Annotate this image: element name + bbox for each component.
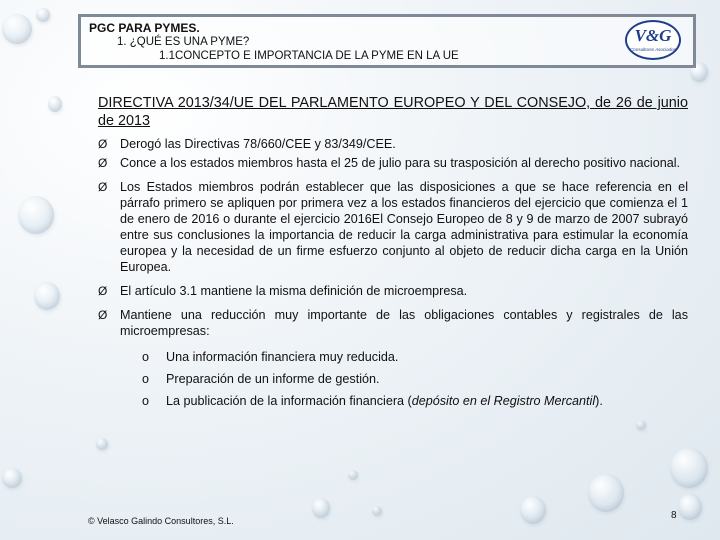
water-drop-decoration — [34, 282, 60, 310]
sub-item-text-prefix: La publicación de la información financiera ( — [166, 394, 412, 408]
slide-header — [78, 14, 696, 68]
sub-list-item — [142, 393, 688, 409]
sub-item-text-suffix: ). — [595, 394, 603, 408]
bullet-text: Los Estados miembros podrán establecer que las disposiciones a que se hace referencia en el párrafo primero se apliquen por primera vez a los estados financieros del ejercicio que comienza el 1 de enero de 2016 o durante el ejercicio 2016El Consejo Europeo de 8 y 9 de marzo de 2007 subrayó entre sus conclusiones la importancia de reducir la carga administrativa para estimular la economía europea y la necesidad de un firme esfuerzo conjunto al objeto de reducir dicha carga en la Unión Europea. — [120, 180, 688, 274]
water-drop-decoration — [312, 498, 330, 518]
footer-copyright: © Velasco Galindo Consultores, S.L. — [88, 516, 234, 526]
company-logo — [625, 20, 681, 60]
slide-body — [98, 94, 688, 417]
water-drop-decoration — [36, 8, 50, 22]
water-drop-decoration — [18, 196, 54, 234]
water-drop-decoration — [678, 494, 702, 520]
header-section: 1.1CONCEPTO E IMPORTANCIA DE LA PYME EN LA UE — [159, 50, 459, 62]
water-drop-decoration — [96, 438, 108, 450]
sub-list-item — [142, 371, 688, 387]
header-title: PGC PARA PYMES. — [89, 21, 200, 35]
bullet-text: Derogó las Directivas 78/660/CEE y 83/349/CEE. — [120, 137, 396, 151]
page-number: 8 — [671, 510, 677, 521]
section-title: DIRECTIVA 2013/34/UE DEL PARLAMENTO EUROPEO Y DEL CONSEJO, de 26 de junio de 2013 — [98, 95, 688, 129]
sub-item-text: Preparación de un informe de gestión. — [166, 372, 380, 386]
water-drop-decoration — [48, 96, 62, 112]
circle-bullet-icon: o — [142, 350, 150, 364]
circle-bullet-icon: o — [142, 394, 150, 408]
water-drop-decoration — [348, 470, 358, 480]
water-drop-decoration — [372, 506, 382, 516]
logo-subtitle: Consultores Asociados — [630, 47, 676, 52]
sub-item-text-italic: depósito en el Registro Mercantil — [411, 394, 596, 408]
bullet-text: Conce a los estados miembros hasta el 25 de julio para su trasposición al derecho positivo nacional. — [120, 156, 681, 170]
bullet-list — [98, 136, 688, 409]
arrow-bullet-icon: Ø — [98, 308, 108, 322]
logo-text: V&G — [634, 26, 672, 45]
water-drop-decoration — [2, 14, 32, 44]
sub-item-text: Una información financiera muy reducida. — [166, 350, 399, 364]
list-item — [98, 283, 688, 299]
water-drop-decoration — [636, 420, 646, 430]
arrow-bullet-icon: Ø — [98, 180, 108, 194]
sub-list — [142, 349, 688, 409]
water-drop-decoration — [670, 448, 708, 488]
water-drop-decoration — [520, 496, 546, 524]
list-item — [98, 155, 688, 171]
arrow-bullet-icon: Ø — [98, 137, 108, 151]
list-item — [98, 179, 688, 275]
arrow-bullet-icon: Ø — [98, 284, 108, 298]
sub-list-item — [142, 349, 688, 365]
water-drop-decoration — [588, 474, 624, 512]
list-item — [98, 136, 688, 152]
water-drop-decoration — [2, 468, 22, 488]
arrow-bullet-icon: Ø — [98, 156, 108, 170]
bullet-text: Mantiene una reducción muy importante de las obligaciones contables y registrales de las microempresas: — [120, 308, 688, 338]
circle-bullet-icon: o — [142, 372, 150, 386]
bullet-text: El artículo 3.1 mantiene la misma definición de microempresa. — [120, 284, 468, 298]
list-item — [98, 307, 688, 409]
header-subtitle: 1. ¿QUÉ ES UNA PYME? — [117, 36, 250, 48]
